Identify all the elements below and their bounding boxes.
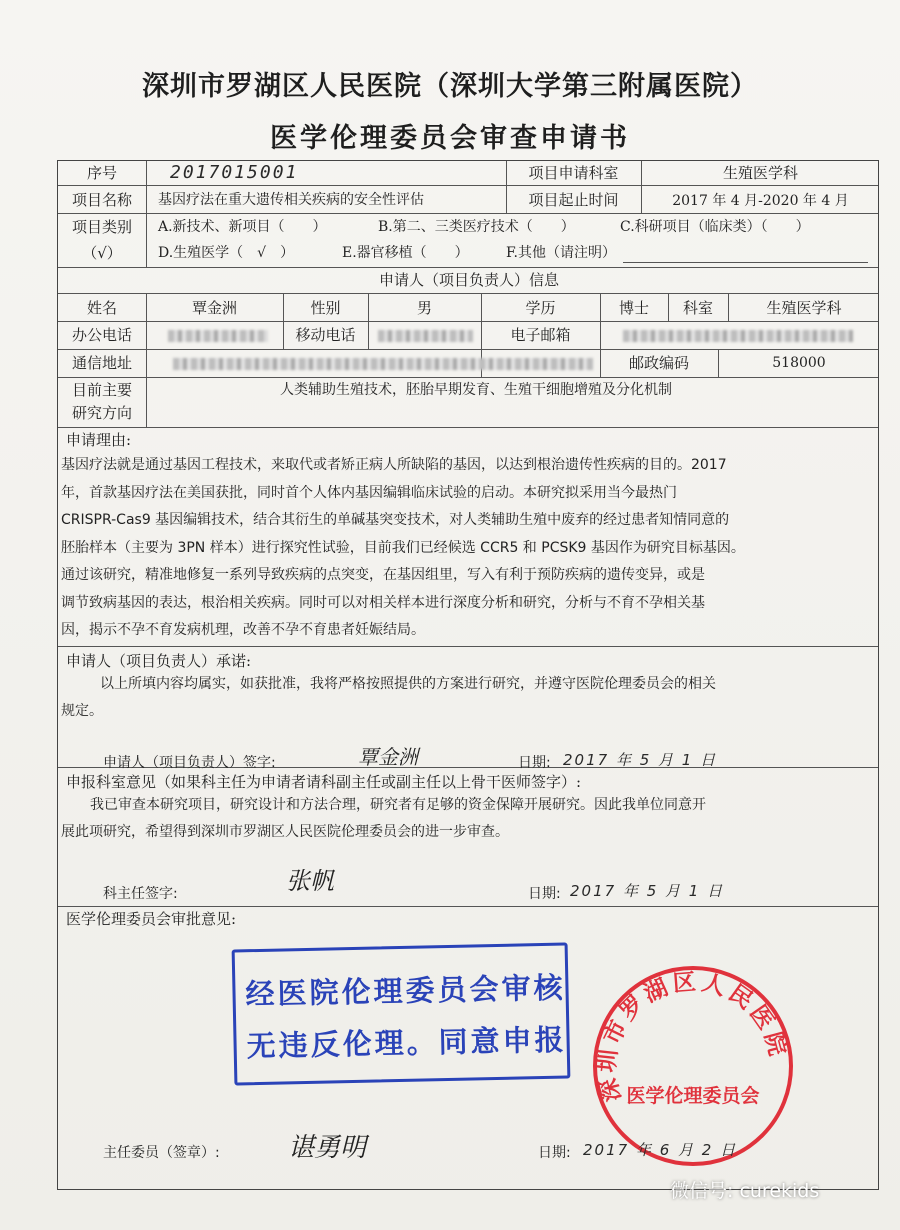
dept-date-value: 2017 年 5 月 1 日 <box>570 882 725 900</box>
office-phone-label: 办公电话 <box>71 326 132 344</box>
hospital-title: 深圳市罗湖区人民医院（深圳大学第三附属医院） <box>142 71 758 102</box>
name-value: 覃金洲 <box>191 299 237 317</box>
pledge-date-label: 日期: <box>518 755 551 771</box>
name-label: 姓名 <box>86 299 117 317</box>
pledge-sign-label: 申请人（项目负责人）签字: <box>103 755 276 771</box>
reason-line-3: CRISPR-Cas9 基因编辑技术，结合其衍生的单碱基突变技术，对人类辅助生殖中废弃的经过患者知情同意的 <box>61 512 730 528</box>
chair-date-value: 2017 年 6 月 2 日 <box>583 1141 738 1159</box>
seal-arc-text: 深圳市罗湖区人民医院 <box>594 969 792 1105</box>
email-redacted <box>623 330 853 342</box>
svg-text:深圳市罗湖区人民医院 <box>594 969 791 1104</box>
degree-label: 学历 <box>525 299 556 317</box>
address-redacted <box>173 358 593 370</box>
pledge-signature: 覃金洲 <box>358 745 418 769</box>
degree-value: 博士 <box>618 299 649 317</box>
dept-opinion-line-2: 展此项研究，希望得到深圳市罗湖区人民医院伦理委员会的进一步审查。 <box>61 824 509 840</box>
pledge-line-1: 以上所填内容均属实，如获批准，我将严格按照提供的方案进行研究，并遵守医院伦理委员会的相关 <box>100 676 716 692</box>
form-title: 医学伦理委员会审查申请书 <box>270 123 630 154</box>
dept-label: 项目申请科室 <box>528 164 619 182</box>
ethics-heading: 医学伦理委员会审批意见: <box>66 910 237 928</box>
serial-label: 序号 <box>86 164 117 182</box>
mobile-label: 移动电话 <box>295 326 356 344</box>
research-value: 人类辅助生殖技术，胚胎早期发育、生殖干细胞增殖及分化机制 <box>280 382 672 398</box>
approval-stamp <box>232 942 571 1085</box>
pledge-line-2: 规定。 <box>61 703 103 719</box>
option-c: C.科研项目（临床类）（ ） <box>620 219 810 235</box>
option-b: B.第二、三类医疗技术（ ） <box>378 219 575 235</box>
applicant-section-heading: 申请人（项目负责人）信息 <box>378 271 559 289</box>
project-name-value: 基因疗法在重大遗传相关疾病的安全性评估 <box>158 192 424 208</box>
seal-sub-text: 医学伦理委员会 <box>626 1085 760 1107</box>
research-label-1: 目前主要 <box>71 381 132 399</box>
applicant-dept-label: 科室 <box>682 299 713 317</box>
period-value: 2017 年 4 月-2020 年 4 月 <box>672 193 849 209</box>
period-label: 项目起止时间 <box>528 191 619 209</box>
option-a: A.新技术、新项目（ ） <box>158 219 327 235</box>
dept-sign-label: 科主任签字: <box>103 886 178 902</box>
application-form-table <box>57 160 879 1190</box>
reason-heading: 申请理由: <box>66 431 132 449</box>
serial-value: 2017015001 <box>170 162 299 183</box>
chair-sign-label: 主任委员（签章）: <box>103 1145 220 1161</box>
email-label: 电子邮箱 <box>510 326 571 344</box>
dept-date-label: 日期: <box>528 886 561 902</box>
reason-line-5: 通过该研究，精准地修复一系列导致疾病的点突变，在基因组里，写入有利于预防疾病的遗传变异，或是 <box>61 567 705 583</box>
other-underline <box>623 262 868 263</box>
reason-line-1: 基因疗法就是通过基因工程技术，来取代或者矫正病人所缺陷的基因，以达到根治遗传性疾病的目的。2017 <box>61 457 727 473</box>
reason-line-6: 调节致病基因的表达，根治相关疾病。同时可以对相关样本进行深度分析和研究，分析与不育不孕相关基 <box>61 595 705 611</box>
reason-line-4: 胚胎样本（主要为 3PN 样本）进行探究性试验，目前我们已经候选 CCR5 和 PCSK9 基因作为研究目标基因。 <box>61 540 745 556</box>
dept-signature: 张帆 <box>286 867 334 895</box>
stamp-line-1: 经医院伦理委员会审核 <box>245 970 566 1012</box>
postcode-label: 邮政编码 <box>628 354 689 372</box>
project-type-label: 项目类别 <box>71 218 132 236</box>
reason-line-7: 因，揭示不孕不育发病机理，改善不孕不育患者妊娠结局。 <box>61 622 425 638</box>
chair-signature: 谌勇明 <box>288 1133 367 1163</box>
office-phone-redacted <box>168 330 268 342</box>
project-type-check: （√） <box>82 244 122 262</box>
research-label-2: 研究方向 <box>71 404 132 422</box>
pledge-date-value: 2017 年 5 月 1 日 <box>563 751 718 769</box>
stamp-line-2: 无违反伦理。同意申报 <box>246 1022 567 1064</box>
wechat-watermark: 微信号: curekids <box>670 1180 820 1202</box>
option-e: E.器官移植（ ） <box>342 245 469 261</box>
project-name-label: 项目名称 <box>71 191 132 209</box>
option-d: D.生殖医学（ √ ） <box>158 245 295 261</box>
dept-opinion-line-1: 我已审查本研究项目，研究设计和方法合理，研究者有足够的资金保障开展研究。因此我单位同意开 <box>90 797 706 813</box>
dept-opinion-heading: 申报科室意见（如果科主任为申请者请科副主任或副主任以上骨干医师签字）: <box>66 773 582 791</box>
applicant-dept-value: 生殖医学科 <box>766 299 842 317</box>
reason-line-2: 年，首款基因疗法在美国获批，同时首个人体内基因编辑临床试验的启动。本研究拟采用当今最热门 <box>61 485 677 501</box>
pledge-heading: 申请人（项目负责人）承诺: <box>66 652 252 670</box>
postcode-value: 518000 <box>772 355 826 371</box>
gender-value: 男 <box>416 299 432 317</box>
option-f: F.其他（请注明） <box>506 245 616 261</box>
address-label: 通信地址 <box>71 354 132 372</box>
chair-date-label: 日期: <box>538 1145 571 1161</box>
mobile-redacted <box>378 330 473 342</box>
dept-value: 生殖医学科 <box>722 164 798 182</box>
gender-label: 性别 <box>310 299 341 317</box>
